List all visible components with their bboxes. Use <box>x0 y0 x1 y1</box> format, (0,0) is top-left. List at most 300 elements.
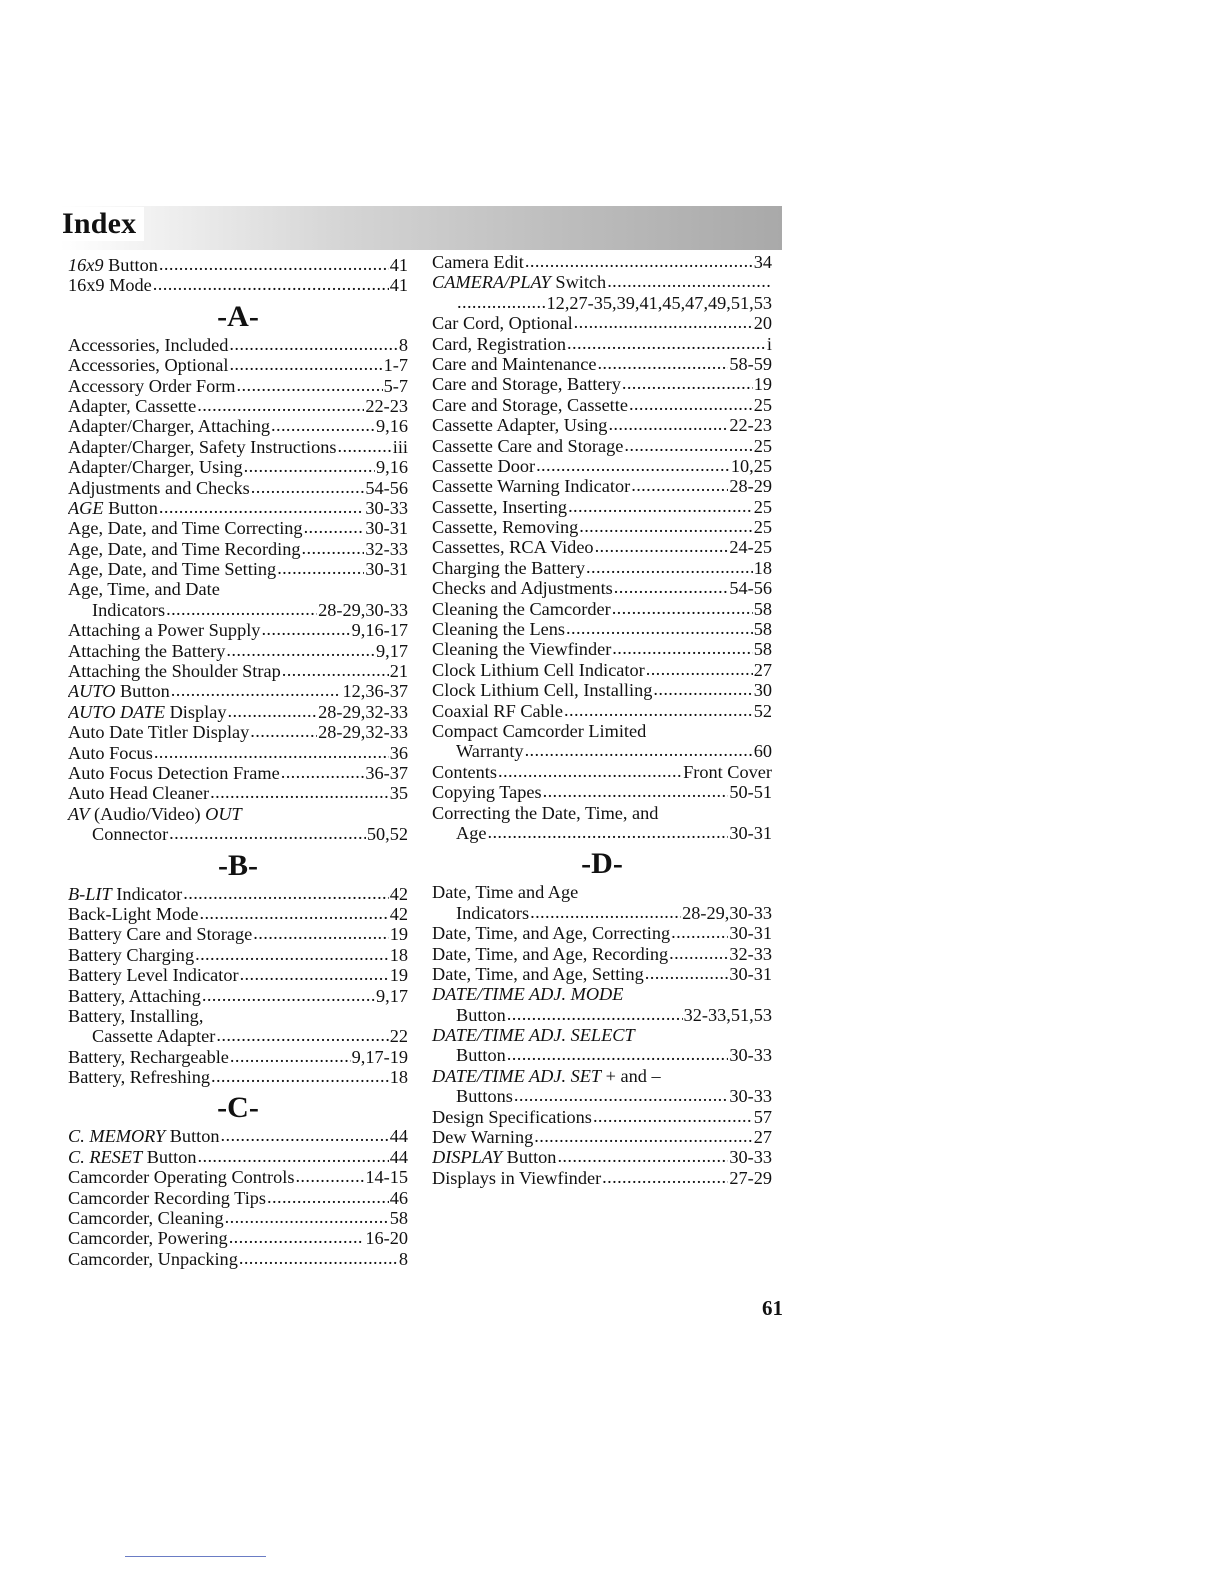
index-term-italic: AUTO <box>68 681 116 702</box>
index-term <box>68 335 228 355</box>
index-term-text: Attaching the Shoulder Strap <box>68 661 281 682</box>
index-term-text: Attaching the Battery <box>68 640 226 661</box>
index-entry <box>68 255 408 275</box>
index-group-a <box>68 335 408 845</box>
index-term <box>432 1066 661 1086</box>
index-term-text: Checks and Adjustments <box>432 578 613 599</box>
index-entry <box>432 272 772 292</box>
index-term-text: Age, Date, and Time Setting <box>68 559 277 580</box>
index-group-b <box>68 884 408 1088</box>
index-term <box>92 824 168 844</box>
index-entry <box>432 1127 772 1147</box>
index-term-text: Attaching a Power Supply <box>68 620 261 641</box>
dot-leader <box>612 639 752 658</box>
index-entry <box>68 722 408 742</box>
index-entry <box>432 497 772 517</box>
index-term-text: Contents <box>432 761 498 782</box>
index-page-ref: 36 <box>389 742 408 763</box>
index-entry <box>68 743 408 763</box>
index-entry <box>432 944 772 964</box>
index-term-text: Accessory Order Form <box>68 375 236 396</box>
index-term <box>68 1249 238 1269</box>
index-term-text: Accessories, Included <box>68 334 229 355</box>
index-term <box>68 945 194 965</box>
index-term <box>432 599 611 619</box>
dot-leader <box>557 1147 728 1166</box>
index-term-text: (Audio/Video) <box>89 803 206 824</box>
index-term-text: Indicator <box>111 883 183 904</box>
index-page-ref: 28-29,32-33 <box>318 701 408 722</box>
dot-leader <box>622 374 753 393</box>
dot-leader <box>281 763 365 782</box>
index-entry <box>432 823 772 843</box>
index-entry <box>432 964 772 984</box>
index-page-ref: 58 <box>753 598 772 619</box>
index-term <box>432 272 606 292</box>
index-entry <box>68 1126 408 1146</box>
index-term-text: Auto Head Cleaner <box>68 783 210 804</box>
index-entry <box>68 1026 408 1046</box>
dot-leader <box>153 275 389 294</box>
index-page-ref: 10,25 <box>730 455 772 476</box>
index-entry <box>432 334 772 354</box>
index-page-ref: 57 <box>753 1106 772 1127</box>
index-term-text: Cassette Adapter <box>92 1026 216 1047</box>
index-term-italic: AGE <box>68 497 104 518</box>
dot-leader <box>295 1167 364 1186</box>
index-entry <box>68 498 408 518</box>
index-entry <box>432 984 772 1004</box>
footer-rule <box>125 1556 266 1557</box>
index-entry <box>432 599 772 619</box>
index-page-ref: 30-31 <box>729 822 772 843</box>
index-page-ref: 32-33 <box>729 943 772 964</box>
index-entry <box>432 374 772 394</box>
index-term <box>68 559 276 579</box>
index-term-text: Battery Care and Storage <box>68 924 253 945</box>
index-page-ref: 35 <box>389 783 408 804</box>
dot-leader <box>230 1047 351 1066</box>
dot-leader <box>229 335 397 354</box>
index-term-text: Battery, Installing, <box>68 1005 204 1026</box>
index-term-text: Design Specifications <box>432 1106 592 1127</box>
index-entry <box>432 517 772 537</box>
index-page-ref: 21 <box>389 661 408 682</box>
index-entry <box>432 741 772 761</box>
index-term <box>432 619 565 639</box>
index-term-text: Date, Time and Age <box>432 882 579 903</box>
index-page-ref: 8 <box>398 1248 408 1269</box>
index-group-c-continued <box>432 252 772 843</box>
dot-leader <box>612 599 753 618</box>
index-term-text: Cleaning the Lens <box>432 619 566 640</box>
index-term-text: Cassette, Inserting <box>432 496 568 517</box>
index-term-text: Adjustments and Checks <box>68 477 250 498</box>
index-term <box>68 1228 228 1248</box>
index-entry <box>68 884 408 904</box>
index-entry <box>432 1045 772 1065</box>
index-term <box>68 416 270 436</box>
index-entry <box>432 721 772 741</box>
index-page-ref: 27 <box>753 1127 772 1148</box>
index-term-text: Car Cord, Optional <box>432 313 573 334</box>
index-entry <box>432 252 772 272</box>
index-term-text: Auto Date Titler Display <box>68 722 250 743</box>
index-term <box>432 680 652 700</box>
index-term <box>456 741 524 761</box>
index-term-text: Date, Time, and Age, Recording <box>432 943 669 964</box>
index-page-ref: 12,36-37 <box>342 681 408 702</box>
index-term-italic-suffix: OUT <box>205 803 242 824</box>
index-page-ref: 34 <box>753 252 772 272</box>
index-page-ref: Front Cover <box>683 761 772 782</box>
index-entry <box>68 518 408 538</box>
index-entry <box>432 313 772 333</box>
index-term-text: Cassette Adapter, Using <box>432 415 608 436</box>
dot-leader <box>607 272 771 291</box>
dot-leader <box>597 354 728 373</box>
index-term <box>432 923 670 943</box>
index-page-ref: 24-25 <box>729 537 772 558</box>
index-term <box>432 517 578 537</box>
section-heading-c: -C- <box>217 1091 259 1125</box>
index-entry <box>68 1188 408 1208</box>
index-term <box>92 600 165 620</box>
index-term-text: Adapter/Charger, Safety Instructions <box>68 436 337 457</box>
index-page-ref: 9,17-19 <box>351 1046 408 1067</box>
index-term <box>432 803 658 823</box>
index-entry <box>432 1025 772 1045</box>
index-page-ref: 58 <box>389 1208 408 1229</box>
index-page-ref: 44 <box>389 1146 408 1167</box>
index-page-ref: 41 <box>389 275 408 296</box>
dot-leader <box>593 1107 753 1126</box>
index-term-text: Display <box>165 701 227 722</box>
index-entry <box>68 355 408 375</box>
dot-leader <box>197 396 364 415</box>
index-page-ref: 30 <box>753 680 772 701</box>
dot-leader <box>568 497 753 516</box>
index-term-text: Button <box>103 497 158 518</box>
dot-leader <box>171 681 342 700</box>
dot-leader <box>543 782 729 801</box>
index-entry <box>432 1168 772 1188</box>
index-entry <box>432 882 772 902</box>
index-page-ref: 41 <box>389 255 408 275</box>
index-term <box>68 437 337 457</box>
index-term-text: Age, Time, and Date <box>68 579 220 600</box>
index-entry <box>432 558 772 578</box>
index-page-ref: 19 <box>753 374 772 395</box>
index-term-text: Camcorder Recording Tips <box>68 1187 267 1208</box>
index-term-text: Warranty <box>456 741 524 762</box>
index-term <box>68 498 158 518</box>
index-entry <box>68 376 408 396</box>
dot-leader <box>487 823 728 842</box>
index-term-italic: C. RESET <box>68 1146 143 1167</box>
index-entry <box>68 396 408 416</box>
index-term-text: Buttons <box>456 1086 513 1107</box>
index-term-italic: AV <box>68 803 90 824</box>
index-entry <box>68 763 408 783</box>
index-term-text: Battery, Rechargeable <box>68 1046 229 1067</box>
index-page-ref: 44 <box>389 1126 408 1147</box>
index-page-ref: 20 <box>753 313 772 334</box>
index-page-ref: 1-7 <box>383 355 408 376</box>
index-page-ref: 46 <box>389 1187 408 1208</box>
dot-leader <box>338 437 392 456</box>
index-term <box>432 701 563 721</box>
dot-leader <box>566 619 753 638</box>
index-entry <box>432 1147 772 1167</box>
index-term <box>68 478 250 498</box>
index-term-text: Connector <box>92 824 169 845</box>
dot-leader <box>624 436 752 455</box>
index-page-ref: 30-33 <box>729 1086 772 1107</box>
index-page-ref: 27 <box>753 659 772 680</box>
index-term <box>432 334 566 354</box>
dot-leader <box>166 600 317 619</box>
index-term-text: Indicators <box>456 902 530 923</box>
index-term <box>432 537 594 557</box>
index-page-ref: 9,16 <box>376 457 408 478</box>
section-heading-b: -B- <box>218 848 258 882</box>
index-entry <box>68 437 408 457</box>
index-page-ref: 60 <box>753 741 772 762</box>
index-page-ref: 12,27-35,39,41,45,47,49,51,53 <box>546 292 772 313</box>
index-page-ref: 28-29 <box>729 476 772 497</box>
index-page-ref: 28-29,30-33 <box>318 599 408 620</box>
index-term <box>432 721 646 741</box>
index-term <box>68 722 249 742</box>
dot-leader <box>227 702 317 721</box>
dot-leader <box>261 620 350 639</box>
index-page-ref: 9,16-17 <box>351 620 408 641</box>
dot-leader <box>216 1026 388 1045</box>
index-term <box>68 763 280 783</box>
index-term <box>432 1127 533 1147</box>
index-term-text: + and – <box>601 1065 661 1086</box>
index-entry <box>432 803 772 823</box>
index-page-ref: 30-33 <box>729 1147 772 1168</box>
index-term <box>432 639 611 659</box>
index-page-ref: 30-31 <box>365 518 408 539</box>
page-title: Index <box>62 207 144 241</box>
index-page-ref: 22-23 <box>729 415 772 436</box>
dot-leader <box>225 1208 389 1227</box>
index-page-ref: 30-31 <box>729 923 772 944</box>
index-column-right <box>432 252 772 1188</box>
index-term <box>68 539 301 559</box>
dot-leader <box>253 924 388 943</box>
index-term-text: Displays in Viewfinder <box>432 1167 602 1188</box>
index-term <box>432 1107 592 1127</box>
index-entry <box>432 1066 772 1086</box>
index-term-text: Adapter, Cassette <box>68 395 197 416</box>
dot-leader <box>614 578 729 597</box>
index-term-text: Care and Storage, Battery <box>432 374 621 395</box>
index-term <box>432 882 578 902</box>
index-term-text: Adapter/Charger, Using <box>68 457 243 478</box>
dot-leader <box>159 255 389 274</box>
index-term-text: Charging the Battery <box>432 557 585 578</box>
index-entry <box>68 904 408 924</box>
index-page-ref: 16-20 <box>365 1228 408 1249</box>
index-term-italic: DATE/TIME ADJ. MODE <box>432 984 624 1005</box>
index-term-text: Cleaning the Camcorder <box>432 598 611 619</box>
index-term-text: Battery Charging <box>68 944 195 965</box>
index-entry <box>432 293 772 313</box>
index-entry <box>432 537 772 557</box>
index-term <box>456 823 486 843</box>
dot-leader <box>240 965 389 984</box>
index-term-text: Compact Camcorder Limited <box>432 720 647 741</box>
index-term-text: Adapter/Charger, Attaching <box>68 416 270 437</box>
index-term <box>68 275 152 295</box>
index-entry <box>432 436 772 456</box>
dot-leader <box>198 1147 389 1166</box>
index-term <box>68 783 209 803</box>
index-page-ref: iii <box>392 436 408 457</box>
dot-leader <box>669 944 728 963</box>
page-number: 61 <box>762 1296 783 1320</box>
index-term-text: Camcorder, Powering <box>68 1228 228 1249</box>
index-term <box>432 1168 601 1188</box>
index-term-text: Care and Maintenance <box>432 353 597 374</box>
dot-leader <box>169 824 366 843</box>
index-term <box>68 1167 294 1187</box>
index-term-text: Clock Lithium Cell Indicator <box>432 659 645 680</box>
index-page-ref: i <box>766 333 772 354</box>
index-page-ref: 18 <box>389 1067 408 1088</box>
index-term <box>92 1026 215 1046</box>
index-term <box>68 641 225 661</box>
index-entry <box>68 783 408 803</box>
index-term-italic: DISPLAY <box>432 1147 503 1168</box>
index-term <box>432 762 497 782</box>
index-page-ref: 54-56 <box>729 578 772 599</box>
dot-leader <box>631 476 728 495</box>
index-entry <box>68 457 408 477</box>
index-term <box>68 518 303 538</box>
index-term <box>432 497 567 517</box>
section-heading-d: -D- <box>581 847 623 881</box>
index-term-text: Button <box>103 255 158 275</box>
index-term <box>68 355 228 375</box>
index-group-d <box>432 882 772 1188</box>
index-term <box>432 1025 635 1045</box>
index-term <box>68 702 226 722</box>
index-entry <box>432 619 772 639</box>
index-entry <box>432 456 772 476</box>
index-term-italic: C. MEMORY <box>68 1126 166 1147</box>
index-page-ref: 25 <box>753 435 772 456</box>
index-entry <box>68 1047 408 1067</box>
dot-leader <box>251 478 365 497</box>
dot-leader <box>574 313 753 332</box>
index-entry <box>68 945 408 965</box>
dot-leader <box>498 762 682 781</box>
index-term-text: Card, Registration <box>432 333 567 354</box>
index-term <box>432 415 607 435</box>
index-term-text: Cassettes, RCA Video <box>432 537 594 558</box>
index-entry <box>432 1086 772 1106</box>
dot-leader <box>567 334 766 353</box>
index-entry <box>68 1228 408 1248</box>
index-page-ref: 22-23 <box>365 395 408 416</box>
index-page-ref: 30-31 <box>729 963 772 984</box>
index-term-text: Coaxial RF Cable <box>432 700 564 721</box>
index-entry <box>68 681 408 701</box>
dot-leader <box>645 964 729 983</box>
index-entry <box>432 578 772 598</box>
index-term <box>68 255 158 275</box>
header-shaded-band <box>60 206 782 250</box>
dot-leader <box>154 743 389 762</box>
index-entry <box>68 965 408 985</box>
index-term-text: Cassette, Removing <box>432 517 579 538</box>
index-page-ref: 50,52 <box>366 824 408 845</box>
index-term <box>432 456 535 476</box>
index-page-ref: 30-31 <box>365 559 408 580</box>
index-term <box>68 681 170 701</box>
index-term <box>68 1126 220 1146</box>
index-term <box>456 1045 506 1065</box>
index-entry <box>432 476 772 496</box>
index-page-ref: 30-33 <box>365 497 408 518</box>
index-entry <box>68 416 408 436</box>
index-term <box>432 476 630 496</box>
index-term <box>432 374 621 394</box>
index-term-text: Camera Edit <box>432 252 524 272</box>
index-page-ref: 36-37 <box>365 762 408 783</box>
index-term <box>432 395 628 415</box>
index-term-italic: CAMERA/PLAY <box>432 272 551 293</box>
index-group-c <box>68 1126 408 1269</box>
index-term-text: Back-Light Mode <box>68 903 199 924</box>
index-term <box>68 924 252 944</box>
index-term-text: Date, Time, and Age, Correcting <box>432 923 671 944</box>
index-entry <box>68 924 408 944</box>
dot-leader <box>304 518 365 537</box>
index-term <box>68 743 153 763</box>
dot-leader <box>536 456 730 475</box>
index-term-text: 16x9 Mode <box>68 275 152 296</box>
index-term <box>68 965 239 985</box>
index-term-text: Date, Time, and Age, Setting <box>432 963 644 984</box>
index-entry <box>68 702 408 722</box>
index-term <box>456 1086 513 1106</box>
index-term-text: Age, Date, and Time Correcting <box>68 518 303 539</box>
index-entry <box>68 1208 408 1228</box>
dot-leader <box>629 395 753 414</box>
index-term-text: Button <box>502 1147 557 1168</box>
index-term <box>456 903 529 923</box>
index-term <box>68 1147 197 1167</box>
index-entry <box>68 641 408 661</box>
index-term <box>432 660 645 680</box>
index-entry <box>68 824 408 844</box>
index-term <box>68 884 182 904</box>
index-entry <box>68 1067 408 1087</box>
index-term <box>68 986 201 1006</box>
index-term-italic: B-LIT <box>68 883 112 904</box>
index-page-ref: 9,17 <box>376 985 408 1006</box>
dot-leader <box>302 539 365 558</box>
index-term-text: Accessories, Optional <box>68 355 229 376</box>
index-term <box>432 558 585 578</box>
index-term-text: Button <box>142 1146 197 1167</box>
